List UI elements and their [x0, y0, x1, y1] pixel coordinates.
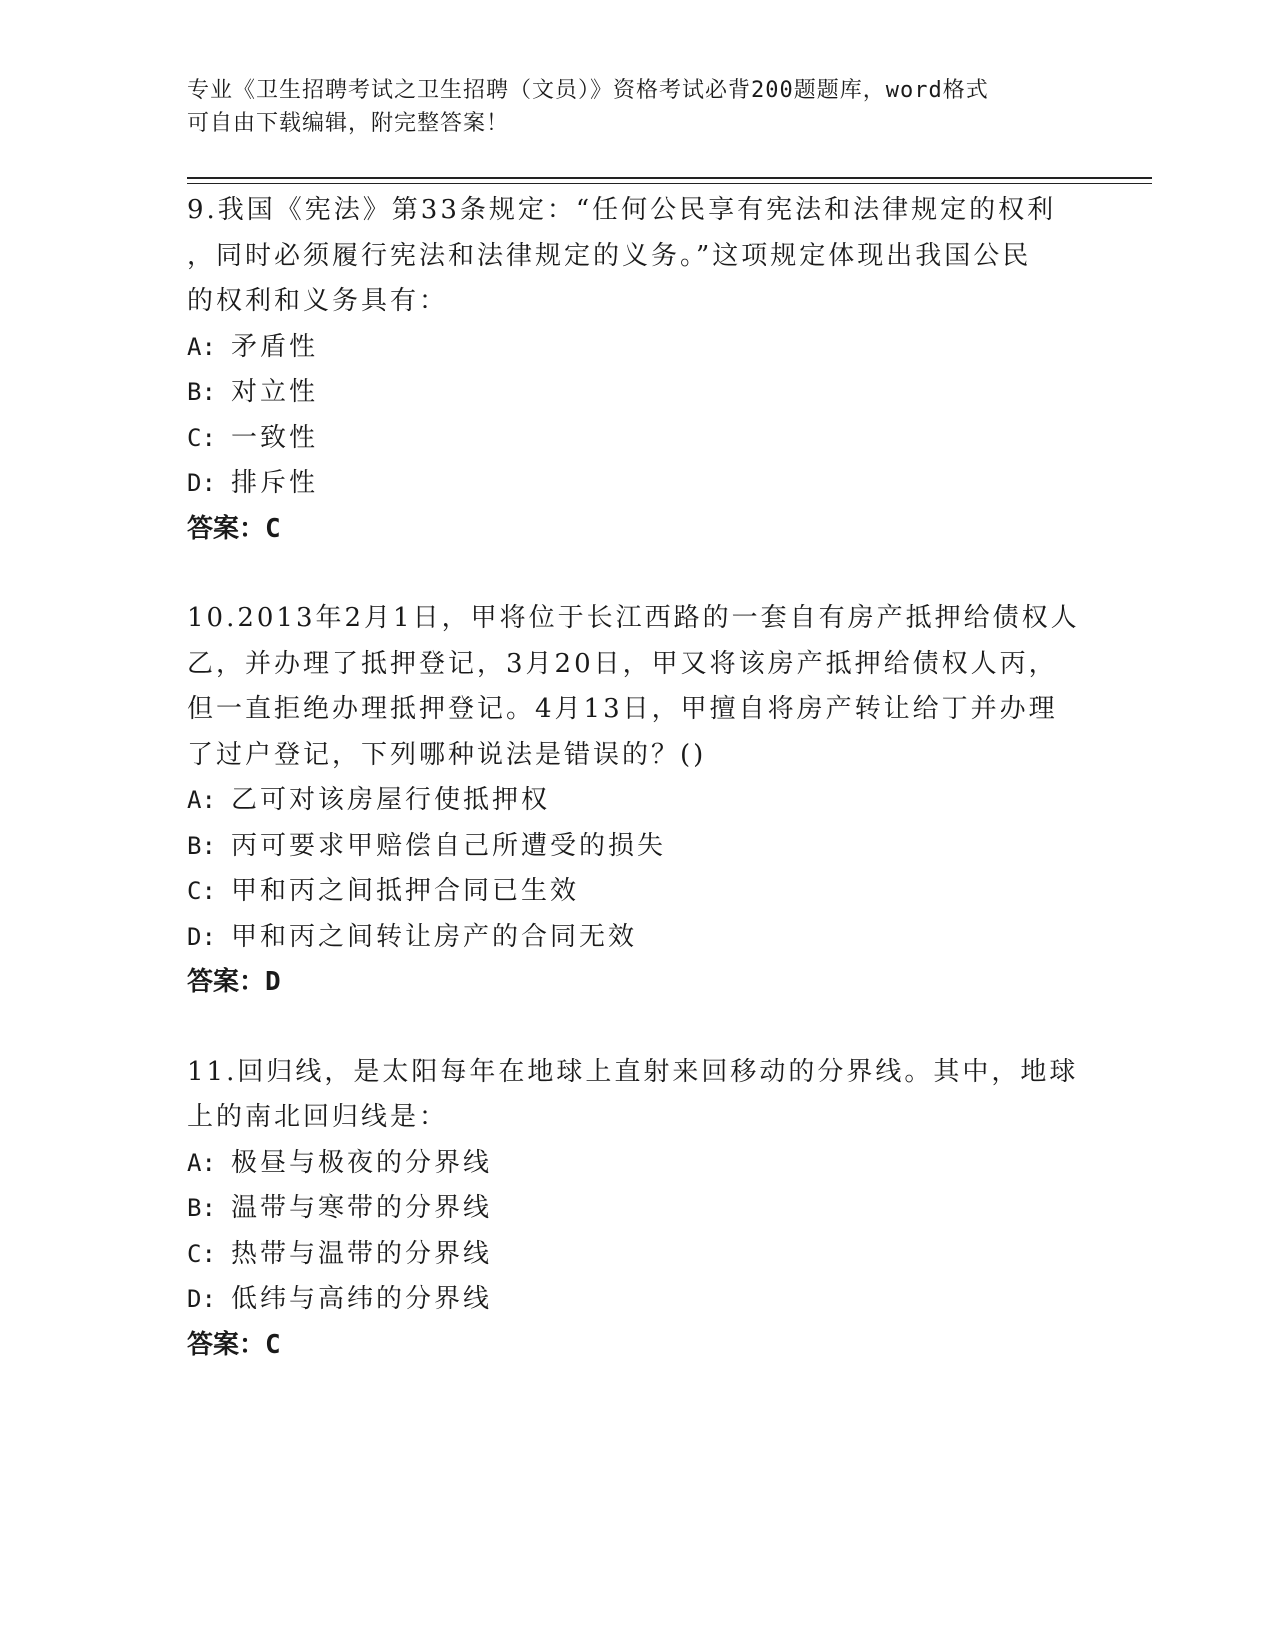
question-stem-line: 但一直拒绝办理抵押登记。4月13日，甲擅自将房产转让给丁并办理	[187, 694, 1058, 724]
option-d	[187, 1277, 1087, 1323]
option-letter: C:	[187, 1239, 216, 1268]
question-stem-line: 了过户登记，下列哪种说法是错误的？()	[187, 739, 707, 770]
question-stem-line: 的权利和义务具有：	[187, 286, 449, 316]
option-letter: A:	[187, 1148, 216, 1177]
question-9	[187, 188, 1087, 552]
option-letter: A:	[187, 786, 216, 814]
question-stem-line: ，同时必须履行宪法和法律规定的义务。”这项规定体现出我国公民	[187, 240, 1032, 271]
option-letter: D:	[187, 922, 216, 951]
option-text: 丙可要求甲赔偿自己所遭受的损失	[231, 830, 667, 861]
option-letter: A:	[187, 332, 216, 361]
header-divider-thin	[187, 183, 1152, 184]
answer-line: 答案：C	[187, 513, 281, 544]
option-letter: C:	[187, 423, 216, 452]
option-b	[187, 824, 1087, 870]
option-letter: C:	[187, 877, 216, 905]
option-c	[187, 1232, 1087, 1278]
option-letter: D:	[187, 1285, 216, 1313]
option-d	[187, 461, 1087, 507]
option-a	[187, 325, 1087, 371]
option-c	[187, 416, 1087, 462]
option-text: 乙可对该房屋行使抵押权	[231, 785, 551, 815]
question-stem-line: 上的南北回归线是：	[187, 1102, 449, 1132]
option-letter: B:	[187, 831, 216, 860]
option-text: 一致性	[231, 422, 319, 453]
option-letter: D:	[187, 469, 216, 497]
question-stem-line: 9.我国《宪法》第33条规定：“任何公民享有宪法和法律规定的权利	[187, 195, 1057, 225]
option-letter: B:	[187, 1194, 216, 1222]
option-text: 对立性	[231, 377, 319, 407]
option-a	[187, 1141, 1087, 1187]
option-letter: B:	[187, 378, 216, 406]
option-text: 热带与温带的分界线	[231, 1238, 493, 1269]
option-c	[187, 869, 1087, 915]
option-d	[187, 915, 1087, 961]
question-stem-line: 乙，并办理了抵押登记，3月20日，甲又将该房产抵押给债权人丙，	[187, 648, 1058, 679]
option-text: 矛盾性	[231, 331, 319, 362]
option-b	[187, 1186, 1087, 1232]
answer-line: 答案：C	[187, 1329, 281, 1360]
header-divider-thick	[187, 177, 1152, 179]
document-header	[187, 74, 1077, 140]
answer-line: 答案：D	[187, 967, 281, 997]
question-list	[187, 188, 1087, 1412]
header-line-1: 专业《卫生招聘考试之卫生招聘（文员）》资格考试必背200题题库，word格式	[187, 78, 989, 103]
option-text: 温带与寒带的分界线	[231, 1193, 493, 1223]
question-stem-line: 11.回归线，是太阳每年在地球上直射来回移动的分界线。其中，地球	[187, 1056, 1079, 1087]
option-b	[187, 370, 1087, 416]
question-stem-line: 10.2013年2月1日，甲将位于长江西路的一套自有房产抵押给债权人	[187, 603, 1080, 633]
option-a	[187, 778, 1087, 824]
option-text: 甲和丙之间转让房产的合同无效	[231, 921, 638, 952]
option-text: 低纬与高纬的分界线	[231, 1284, 493, 1314]
question-10	[187, 596, 1087, 1006]
option-text: 极昼与极夜的分界线	[231, 1147, 493, 1178]
option-text: 甲和丙之间抵押合同已生效	[231, 876, 580, 906]
question-11	[187, 1050, 1087, 1369]
option-text: 排斥性	[231, 468, 319, 498]
header-line-2: 可自由下载编辑，附完整答案！	[187, 111, 510, 136]
